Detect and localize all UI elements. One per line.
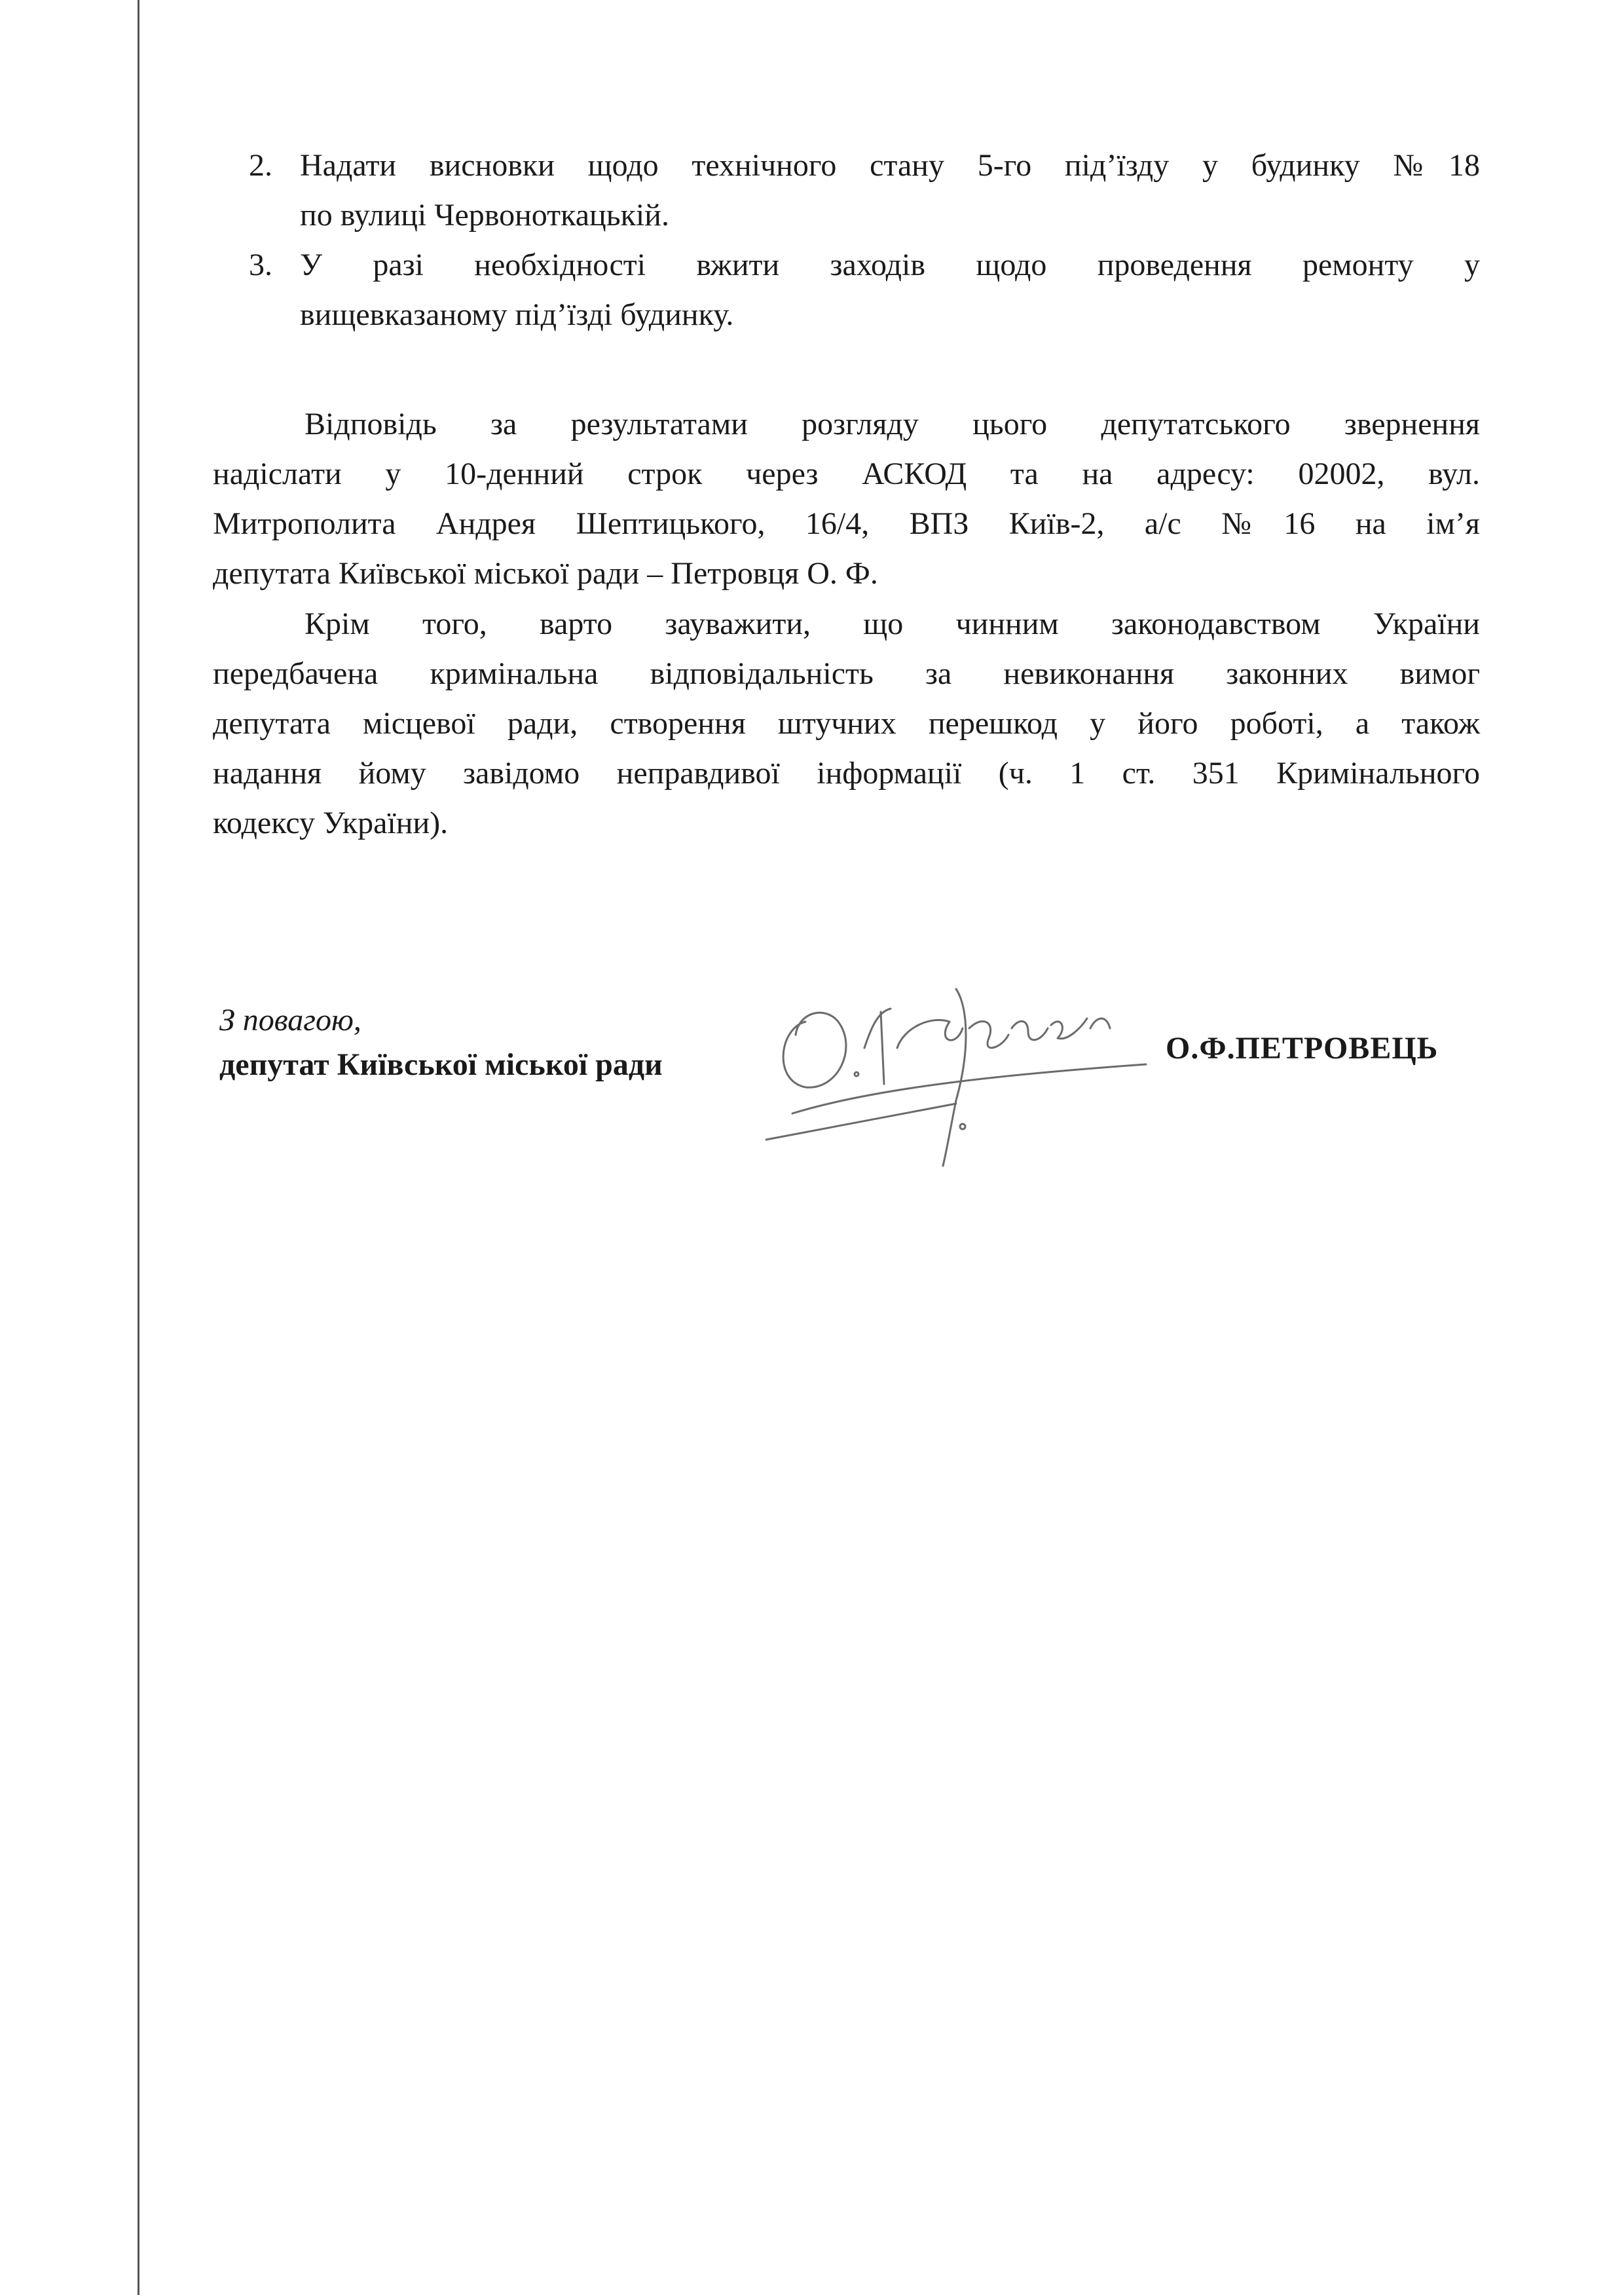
request-list	[249, 141, 1480, 340]
closing-salutation: З повагою,	[219, 1003, 361, 1037]
handwritten-signature	[760, 950, 1153, 1172]
list-item-text-line: вищевказаному під’їзді будинку.	[300, 297, 734, 332]
scan-margin-line	[138, 0, 139, 2295]
list-item-number: 3.	[249, 248, 272, 282]
signer-name: О.Ф.ПЕТРОВЕЦЬ	[1166, 1031, 1439, 1066]
paragraph-line: депутата Київської міської ради – Петровця О. Ф.	[213, 556, 878, 591]
list-item-number: 2.	[249, 148, 272, 183]
liability-paragraph	[213, 599, 1480, 848]
signer-title: депутат Київської міської ради	[219, 1047, 663, 1082]
list-item-text-line: Надати висновки щодо технічного стану 5-го під’їзду у будинку №18	[300, 148, 1480, 183]
paragraph-line: кодексу України).	[213, 806, 449, 840]
list-item-text-line: У разі необхідності вжити заходів щодо проведення ремонту у	[300, 248, 1480, 282]
paragraph-line: Митрополита Андрея Шептицького, 16/4, ВПЗ Київ-2, а/с №16 на ім’я	[213, 506, 1480, 541]
paragraph-line: надіслати у 10-денний строк через АСКОД та на адресу: 02002, вул.	[213, 457, 1480, 491]
paragraph-line: депутата місцевої ради, створення штучних перешкод у його роботі, а також	[213, 706, 1480, 741]
paragraph-line: передбачена кримінальна відповідальність за невиконання законних вимог	[213, 656, 1480, 691]
response-paragraph	[213, 400, 1480, 599]
paragraph-line: надання йому завідомо неправдивої інформації (ч. 1 ст. 351 Кримінального	[213, 756, 1480, 791]
paragraph-line: Крім того, варто зауважити, що чинним законодавством України	[304, 606, 1480, 641]
paragraph-line: Відповідь за результатами розгляду цього депутатського звернення	[304, 407, 1480, 441]
list-item	[249, 141, 1480, 240]
list-item-text-line: по вулиці Червоноткацькій.	[300, 198, 669, 233]
list-item	[249, 240, 1480, 340]
